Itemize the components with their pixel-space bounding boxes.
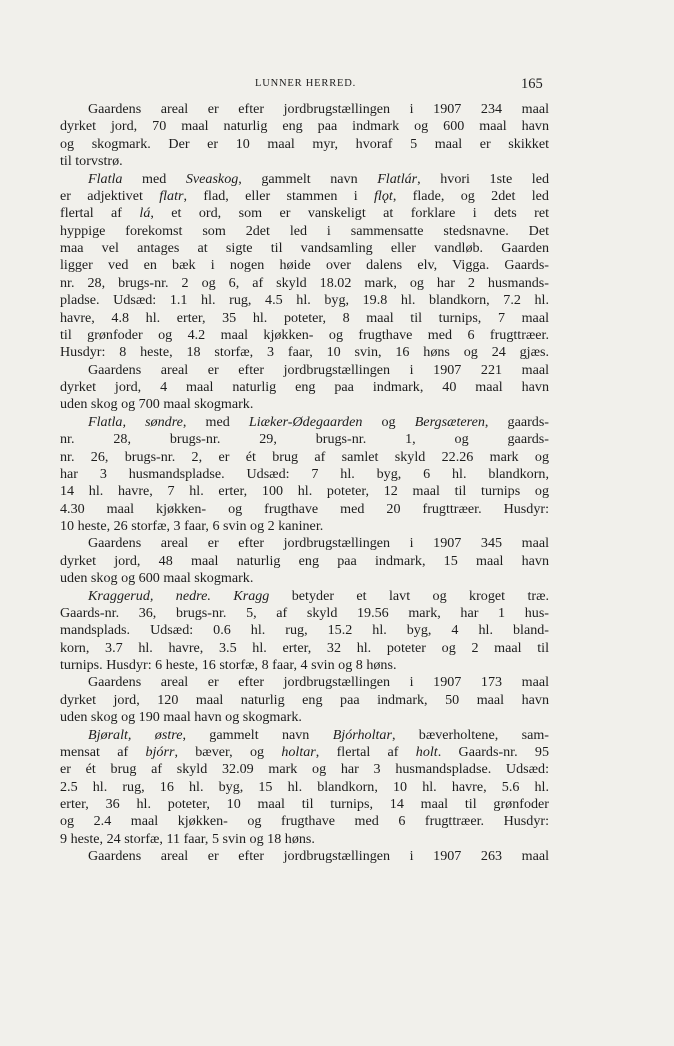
text-line bbox=[60, 379, 549, 396]
text-run: med bbox=[122, 170, 186, 187]
text-line bbox=[60, 535, 549, 552]
text-line bbox=[60, 275, 549, 292]
text-line bbox=[60, 171, 549, 188]
italic-term: flǫt bbox=[374, 187, 393, 204]
text-run: 2.5 hl. rug, 16 hl. byg, 15 hl. blandkorn, 10 hl. havre, 5.6 hl. bbox=[60, 778, 549, 795]
text-run: , gammelt navn bbox=[182, 726, 333, 743]
text-run: erter, 36 hl. poteter, 10 maal til turnips, 14 maal til grønfoder bbox=[60, 796, 549, 812]
text-line bbox=[60, 501, 549, 518]
text-run: og bbox=[362, 413, 415, 430]
text-line bbox=[60, 588, 549, 605]
text-run: Gaardens areal er efter jordbrugstællingen i 1907 263 maal bbox=[88, 848, 549, 865]
text-line bbox=[60, 396, 549, 413]
text-run: , med bbox=[182, 413, 249, 430]
italic-term: Flatla, søndre bbox=[88, 413, 183, 430]
text-run: dyrket jord, 48 maal naturlig eng paa indmark, 15 maal havn bbox=[60, 552, 549, 569]
italic-term: Kragg bbox=[233, 587, 270, 604]
text-line bbox=[60, 101, 549, 118]
text-run: , flade, og 2det led bbox=[392, 187, 549, 204]
text-line bbox=[60, 223, 549, 240]
text-run: til grønfoder og 4.2 maal kjøkken- og frugthave med 6 frugttræer. bbox=[60, 326, 549, 343]
italic-term: holt bbox=[415, 743, 438, 760]
text-line bbox=[60, 779, 549, 796]
text-run: 10 heste, 26 storfæ, 3 faar, 6 svin og 2 kaniner. bbox=[60, 518, 324, 534]
text-line bbox=[60, 727, 549, 744]
text-line bbox=[60, 518, 549, 535]
text-run: korn, 3.7 hl. havre, 3.5 hl. erter, 32 hl. poteter og 2 maal til bbox=[60, 639, 549, 656]
text-run: dyrket jord, 120 maal naturlig eng paa indmark, 50 maal havn bbox=[60, 691, 549, 708]
text-run: 14 hl. havre, 7 hl. erter, 100 hl. poteter, 12 maal til turnips og bbox=[60, 483, 549, 500]
text-line bbox=[60, 118, 549, 135]
text-run: og 2.4 maal kjøkken- og frugthave med 6 frugttræer. Husdyr: bbox=[60, 813, 549, 830]
text-run: , et ord, som er vanskeligt at forklare i dets ret bbox=[150, 205, 549, 222]
text-run: dyrket jord, 70 maal naturlig eng paa indmark og 600 maal havn bbox=[60, 118, 549, 135]
text-line bbox=[60, 553, 549, 570]
text-run: flertal af bbox=[60, 205, 140, 222]
italic-term: Kraggerud, nedre. bbox=[88, 587, 211, 604]
text-line bbox=[60, 414, 549, 431]
text-run: 9 heste, 24 storfæ, 11 faar, 5 svin og 18 høns. bbox=[60, 830, 315, 847]
text-run: til torvstrø. bbox=[60, 153, 123, 170]
text-run: nr. 26, brugs-nr. 2, er ét brug af samlet skyld 22.26 mark og bbox=[60, 448, 549, 465]
text-line bbox=[60, 674, 549, 691]
text-run: havre, 4.8 hl. erter, 35 hl. poteter, 8 maal til turnips, 7 maal bbox=[60, 309, 549, 326]
text-line bbox=[60, 709, 549, 726]
running-head: LUNNER HERRED. bbox=[255, 78, 357, 89]
text-run: nr. 28, brugs-nr. 2 og 6, af skyld 18.02 mark, og har 2 husmands- bbox=[60, 274, 549, 291]
text-line bbox=[60, 657, 549, 674]
text-run: Gaardens areal er efter jordbrugstællingen i 1907 345 maal bbox=[88, 535, 549, 552]
text-run: . Gaards-nr. 95 bbox=[437, 743, 549, 760]
text-line bbox=[60, 692, 549, 709]
page-number: 165 bbox=[521, 76, 543, 92]
text-line bbox=[60, 848, 549, 865]
italic-term: Bjøralt, østre bbox=[88, 726, 183, 743]
body-text bbox=[60, 101, 549, 866]
italic-term: Sveaskog bbox=[185, 170, 239, 187]
text-run: 4.30 maal kjøkken- og frugthave med 20 frugttræer. Husdyr: bbox=[60, 500, 549, 517]
italic-term: Flatla bbox=[88, 170, 123, 187]
text-line bbox=[60, 136, 549, 153]
text-run: Gaardens areal er efter jordbrugstællingen i 1907 173 maal bbox=[88, 674, 549, 691]
text-line bbox=[60, 310, 549, 327]
text-line bbox=[60, 362, 549, 379]
text-run: mensat af bbox=[60, 743, 146, 760]
italic-term: Bergsæteren bbox=[414, 413, 485, 430]
text-line bbox=[60, 240, 549, 257]
text-line bbox=[60, 431, 549, 448]
text-run: nr. 28, brugs-nr. 29, brugs-nr. 1, og gaards- bbox=[60, 431, 549, 448]
text-run: , gaards- bbox=[484, 413, 549, 430]
text-run: , hvori 1ste led bbox=[417, 170, 549, 187]
text-run: Husdyr: 8 heste, 18 storfæ, 3 faar, 10 svin, 16 høns og 24 gjæs. bbox=[60, 344, 549, 361]
italic-term: flatr bbox=[159, 187, 184, 204]
text-run: , gammelt navn bbox=[238, 170, 378, 187]
text-line bbox=[60, 605, 549, 622]
text-line bbox=[60, 796, 549, 813]
text-run: pladse. Udsæd: 1.1 hl. rug, 4.5 hl. byg, 19.8 hl. blandkorn, 7.2 hl. bbox=[60, 292, 549, 309]
text-line bbox=[60, 813, 549, 830]
text-run: turnips. Husdyr: 6 heste, 16 storfæ, 8 faar, 4 svin og 8 høns. bbox=[60, 657, 397, 673]
text-line bbox=[60, 483, 549, 500]
text-line bbox=[60, 831, 549, 848]
text-run: hyppige forekomst som 2det led i sammensatte stedsnavne. Det bbox=[60, 222, 549, 239]
text-run: Gaardens areal er efter jordbrugstællingen i 1907 221 maal bbox=[88, 361, 549, 378]
text-run: , bæver, og bbox=[174, 743, 282, 760]
text-line bbox=[60, 744, 549, 761]
text-run: mandsplads. Udsæd: 0.6 hl. rug, 15.2 hl. byg, 4 hl. bland- bbox=[60, 622, 549, 639]
italic-term: holtar bbox=[281, 743, 316, 760]
text-run: har 3 husmandspladse. Udsæd: 7 hl. byg, 6 hl. blandkorn, bbox=[60, 465, 549, 482]
text-line bbox=[60, 327, 549, 344]
italic-term: bjórr bbox=[145, 743, 175, 760]
text-run: uden skog og 700 maal skogmark. bbox=[60, 396, 254, 413]
text-line bbox=[60, 466, 549, 483]
italic-term: Liæker-Ødegaarden bbox=[248, 413, 363, 430]
text-line bbox=[60, 257, 549, 274]
text-line bbox=[60, 344, 549, 361]
text-run: , flad, eller stammen i bbox=[183, 187, 375, 204]
text-run: ligger ved en bæk i nogen høide over dalens elv, Vigga. Gaards- bbox=[60, 257, 549, 274]
text-run: og skogmark. Der er 10 maal myr, hvoraf 5 maal er skikket bbox=[60, 135, 549, 152]
text-run: , flertal af bbox=[315, 743, 416, 760]
text-run: maa vel antages at sigte til vandsamling eller vandløb. Gaarden bbox=[60, 240, 549, 256]
text-line bbox=[60, 761, 549, 778]
text-run: Gaardens areal er efter jordbrugstællingen i 1907 234 maal bbox=[88, 101, 549, 117]
text-line bbox=[60, 188, 549, 205]
text-run: uden skog og 190 maal havn og skogmark. bbox=[60, 709, 302, 726]
text-line bbox=[60, 622, 549, 639]
text-run: uden skog og 600 maal skogmark. bbox=[60, 570, 254, 587]
text-line bbox=[60, 640, 549, 657]
text-run: betyder et lavt og kroget træ. bbox=[269, 587, 549, 604]
text-line bbox=[60, 292, 549, 309]
text-line bbox=[60, 570, 549, 587]
text-run: Gaards-nr. 36, brugs-nr. 5, af skyld 19.56 mark, har 1 hus- bbox=[60, 604, 549, 621]
italic-term: Bjórholtar bbox=[332, 726, 392, 743]
text-line bbox=[60, 449, 549, 466]
text-run: dyrket jord, 4 maal naturlig eng paa indmark, 40 maal havn bbox=[60, 379, 549, 395]
text-run: , bæverholtene, sam- bbox=[391, 726, 549, 743]
text-line bbox=[60, 153, 549, 170]
italic-term: lá bbox=[139, 205, 151, 222]
text-line bbox=[60, 205, 549, 222]
text-run bbox=[211, 588, 233, 604]
text-run: er ét brug af skyld 32.09 mark og har 3 husmandspladse. Udsæd: bbox=[60, 761, 549, 778]
text-run: er adjektivet bbox=[60, 187, 160, 204]
italic-term: Flatlár bbox=[377, 170, 418, 187]
